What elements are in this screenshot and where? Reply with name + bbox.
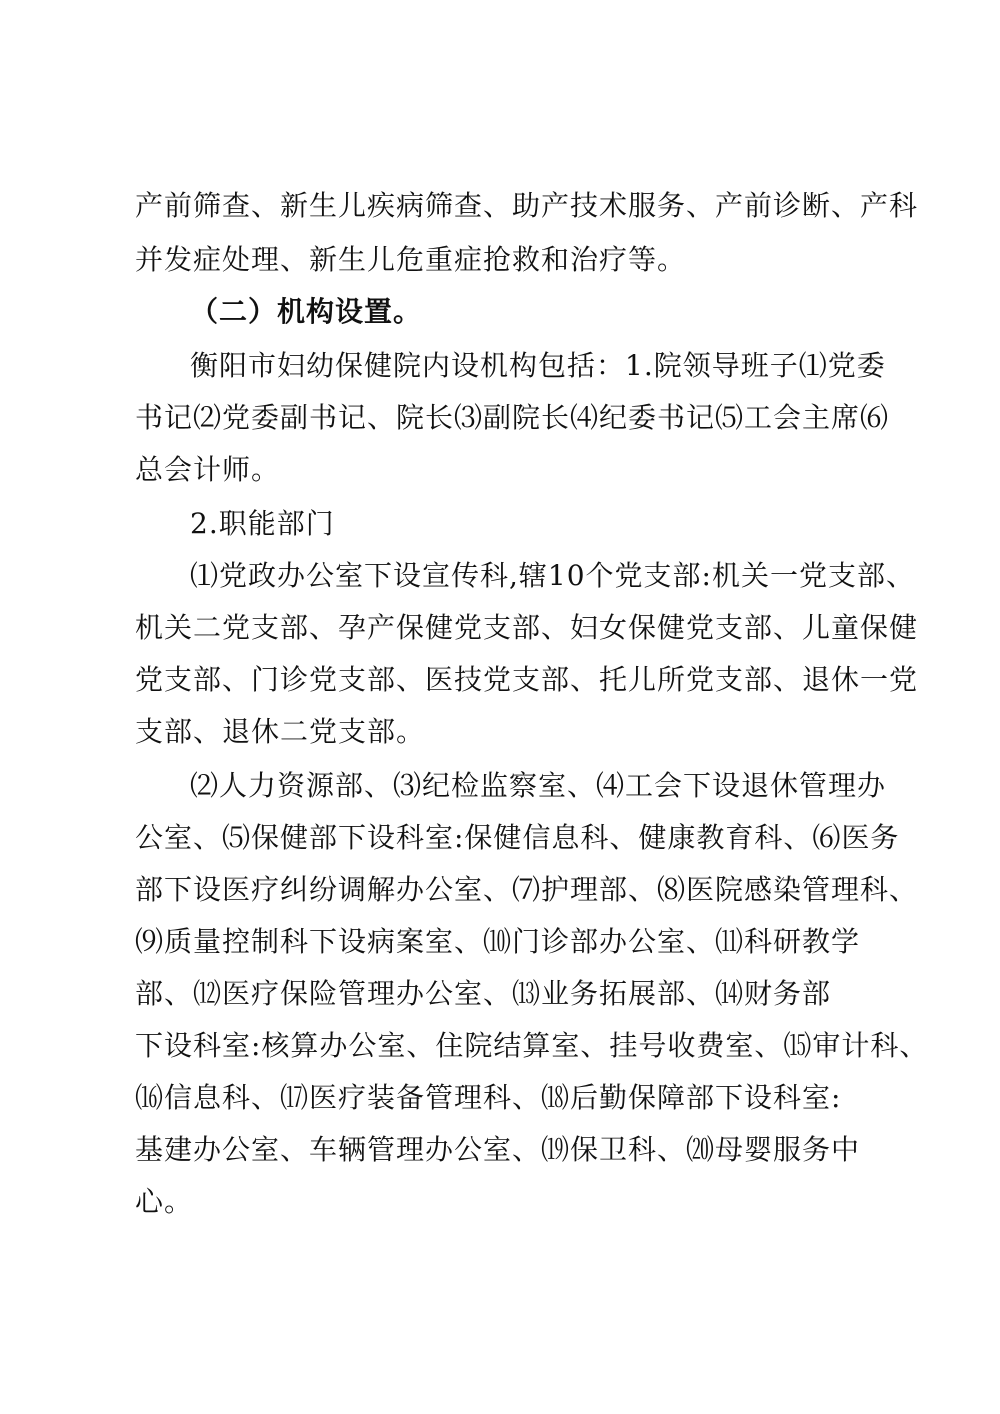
- paragraph-line: 书记⑵党委副书记、院长⑶副院长⑷纪委书记⑸工会主席⑹: [135, 401, 890, 434]
- paragraph-line: 机关二党支部、孕产保健党支部、妇女保健党支部、儿童保健: [135, 611, 919, 644]
- paragraph-line: 并发症处理、新生儿危重症抢救和治疗等。: [135, 243, 687, 276]
- paragraph-line: 部、⑿医疗保险管理办公室、⒀业务拓展部、⒁财务部: [135, 977, 832, 1010]
- paragraph-line: 部下设医疗纠纷调解办公室、⑺护理部、⑻医院感染管理科、: [135, 873, 919, 906]
- paragraph-line: 衡阳市妇幼保健院内设机构包括：1.院领导班子⑴党委: [190, 349, 886, 382]
- subsection-heading: 2.职能部门: [190, 507, 335, 540]
- paragraph-line: ⑴党政办公室下设宣传科,辖10个党支部:机关一党支部、: [190, 559, 915, 592]
- paragraph-line: 心。: [135, 1185, 194, 1218]
- paragraph-line: 产前筛查、新生儿疾病筛查、助产技术服务、产前诊断、产科: [135, 189, 919, 222]
- paragraph-line: 下设科室:核算办公室、住院结算室、挂号收费室、⒂审计科、: [135, 1029, 929, 1062]
- paragraph-line: 总会计师。: [135, 453, 281, 486]
- paragraph-line: ⒃信息科、⒄医疗装备管理科、⒅后勤保障部下设科室:: [135, 1081, 842, 1114]
- paragraph-line: ⑼质量控制科下设病案室、⑽门诊部办公室、⑾科研教学: [135, 925, 861, 958]
- paragraph-line: 支部、退休二党支部。: [135, 715, 426, 748]
- paragraph-line: 基建办公室、车辆管理办公室、⒆保卫科、⒇母婴服务中: [135, 1133, 861, 1166]
- paragraph-line: 党支部、门诊党支部、医技党支部、托儿所党支部、退休一党: [135, 663, 919, 696]
- paragraph-line: ⑵人力资源部、⑶纪检监察室、⑷工会下设退休管理办: [190, 769, 887, 802]
- section-heading: （二）机构设置。: [190, 295, 423, 328]
- paragraph-line: 公室、⑸保健部下设科室:保健信息科、健康教育科、⑹医务: [135, 821, 900, 854]
